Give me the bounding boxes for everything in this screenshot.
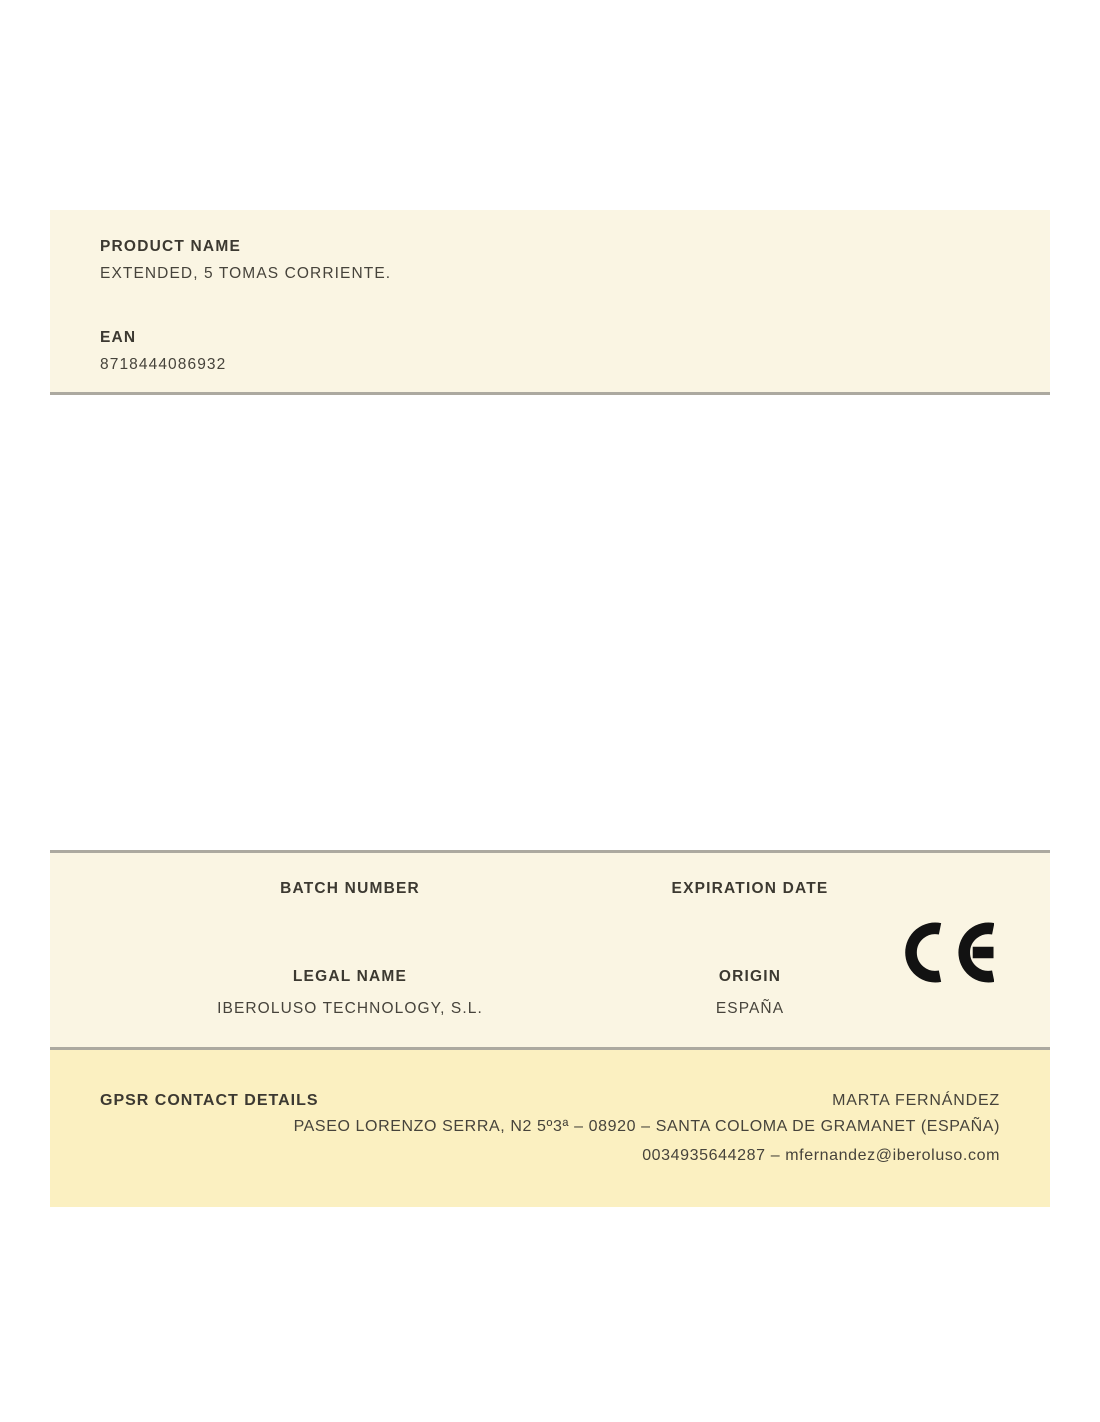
product-name-field (100, 237, 1000, 284)
gpsr-contact-name: MARTA FERNÁNDEZ (832, 1092, 1000, 1109)
origin-label: ORIGIN (718, 968, 782, 985)
blank-gap (50, 395, 1050, 850)
gpsr-title: GPSR CONTACT DETAILS (100, 1092, 319, 1109)
legal-name-field (150, 967, 550, 1023)
ce-mark-icon (905, 922, 994, 983)
product-name-label: PRODUCT NAME (100, 238, 241, 255)
origin-value: ESPAÑA (715, 1000, 785, 1017)
gpsr-contact-panel (50, 1050, 1050, 1207)
gpsr-address: PASEO LORENZO SERRA, N2 5º3ª – 08920 – SANTA COLOMA DE GRAMANET (ESPAÑA) (293, 1118, 1000, 1135)
expiration-date-value (550, 907, 950, 935)
legal-name-label: LEGAL NAME (292, 968, 408, 985)
batch-number-field (150, 879, 550, 935)
expiration-date-label: EXPIRATION DATE (671, 880, 829, 897)
ean-field (100, 328, 1000, 375)
product-label-document (50, 210, 1050, 1207)
expiration-date-field (550, 879, 950, 935)
batch-legal-grid (150, 879, 950, 1023)
gpsr-header-row (100, 1090, 1000, 1112)
product-info-panel (50, 210, 1050, 395)
ean-label: EAN (100, 329, 137, 346)
batch-number-value (150, 907, 550, 935)
product-name-value: EXTENDED, 5 TOMAS CORRIENTE. (100, 265, 392, 282)
gpsr-phone-email: 0034935644287 – mfernandez@iberoluso.com (642, 1147, 1000, 1164)
legal-name-value: IBEROLUSO TECHNOLOGY, S.L. (217, 1000, 483, 1017)
batch-legal-panel (50, 850, 1050, 1050)
batch-number-label: BATCH NUMBER (280, 880, 420, 897)
origin-field (550, 967, 950, 1023)
ean-value: 8718444086932 (100, 356, 227, 373)
